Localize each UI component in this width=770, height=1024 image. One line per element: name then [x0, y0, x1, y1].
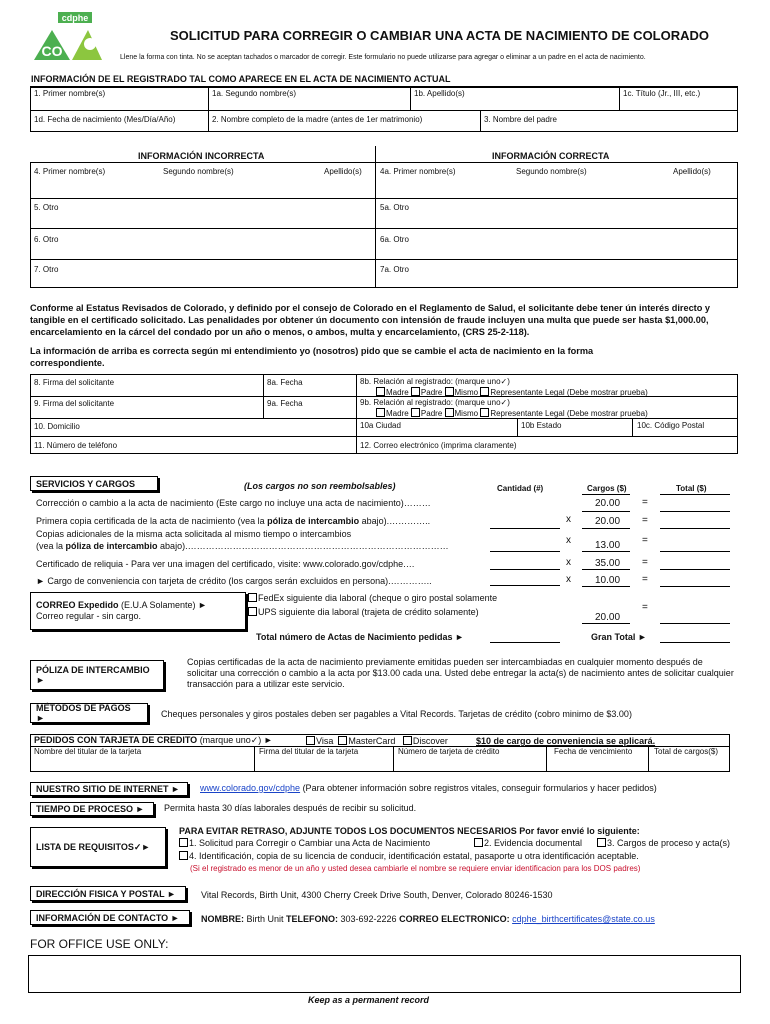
equals-sign: =: [642, 515, 648, 526]
field-6-other[interactable]: 6. Otro: [34, 235, 59, 244]
field-5-other[interactable]: 5. Otro: [34, 203, 59, 212]
ups-option[interactable]: UPS siguiente dia laboral (trajeta de crédito solamente): [248, 607, 479, 618]
equals-sign: =: [642, 602, 648, 613]
total-certificates-input[interactable]: [490, 642, 560, 643]
checkbox[interactable]: [376, 387, 385, 396]
checklist-item-2[interactable]: 2. Evidencia documental: [474, 838, 582, 849]
field-4-middle-name[interactable]: Segundo nombre(s): [163, 167, 234, 176]
correct-info-title: INFORMACIÓN CORRECTA: [492, 151, 610, 161]
fee-row-correction: Corrección o cambio a la acta de nacimiento (Este cargo no incluye una acta de nacimiento)………: [36, 498, 431, 508]
quantity-input-first-copy[interactable]: [490, 528, 560, 529]
field-1d-birth-date[interactable]: 1d. Fecha de nacimiento (Mes/Día/Año): [34, 115, 176, 124]
mastercard-checkbox[interactable]: [338, 736, 347, 745]
incorrect-info-title: INFORMACIÓN INCORRECTA: [138, 151, 265, 161]
grand-total-label: Gran Total ►: [591, 632, 647, 642]
fee-row-additional-amount: 13.00: [595, 540, 621, 551]
field-4a-first-name[interactable]: 4a. Primer nombre(s): [380, 167, 456, 176]
checkbox[interactable]: [376, 408, 385, 417]
checkbox[interactable]: [411, 408, 420, 417]
equals-sign: =: [642, 535, 648, 546]
card-type-options[interactable]: Visa MasterCard Discover: [306, 736, 448, 747]
website-link[interactable]: www.colorado.gov/cdphe: [200, 783, 301, 793]
fee-row-first-copy-amount: 20.00: [595, 516, 621, 527]
fee-row-heirloom-amount: 35.00: [595, 558, 621, 569]
card-fee-note: $10 de cargo de conveniencia se aplicará.: [476, 736, 656, 746]
processing-time-label: TIEMPO DE PROCESO ►: [30, 802, 154, 816]
times-sign: x: [566, 574, 571, 585]
checkbox[interactable]: [411, 387, 420, 396]
col-total: Total ($): [676, 484, 707, 493]
field-8-signature[interactable]: 8. Firma del solicitante: [34, 378, 115, 387]
col-fee: Cargos ($): [587, 484, 627, 493]
fee-row-additional-copies: Copias adicionales de la misma acta solicitada al mismo tiempo o intercambios (vea la póliza de intercambio abajo).……………………………………………………………………………: [36, 529, 449, 551]
fee-row-convenience-amount: 10.00: [595, 575, 621, 586]
checklist-note: (Si el registrado es menor de un año y usted desea cambiarle el nombre se requiere enviar identificacion para los DOS padres): [190, 864, 641, 873]
form-subtitle: Llene la forma con tinta. No se aceptan tachados o marcador de corregir. Este formulario no puede utilizarse para agregar o eliminar a un padre en el acta de nacimiento.: [120, 54, 646, 61]
card-number-field[interactable]: Número de tarjeta de crédito: [398, 747, 500, 756]
field-11-phone[interactable]: 11. Número de teléfono: [34, 441, 118, 450]
field-12-email[interactable]: 12. Correo electrónico (imprima claramente): [360, 441, 517, 450]
col-quantity: Cantidad (#): [497, 484, 544, 493]
field-9a-date[interactable]: 9a. Fecha: [267, 399, 303, 408]
contact-text: NOMBRE: Birth Unit TELEFONO: 303-692-2226 CORREO ELECTRONICO: cdphe_birthcertificates@state.co.us: [201, 914, 655, 924]
exchange-policy-text: Copias certificadas de la acta de nacimiento previamente emitidas pueden ser intercambiadas en cualquier momento después de solicitar una corrección o cambio a la acta por $13.00 cada una. Usted debe entregar la acta(s) de nacimiento antes de solicitar cualquier transacción para a utilizar este servicio.: [187, 657, 734, 689]
cardholder-signature-field[interactable]: Firma del titular de la tarjeta: [259, 747, 359, 756]
field-1a-middle-name[interactable]: 1a. Segundo nombre(s): [212, 89, 297, 98]
field-4a-last-name[interactable]: Apellido(s): [673, 167, 711, 176]
payment-methods-text: Cheques personales y giros postales deben ser pagables a Vital Records. Tarjetas de crédito (cobro minimo de $3.00): [161, 709, 632, 719]
times-sign: x: [566, 514, 571, 525]
fee-row-heirloom: Certificado de reliquia - Para ver una imagen del certificado, visite: www.colorado.gov/cdphe.…: [36, 559, 415, 569]
checkbox[interactable]: [480, 387, 489, 396]
checkbox[interactable]: [248, 593, 257, 602]
attestation-text: La información de arriba es correcta según mi entendimiento yo (nosotros) pido que se cambie el acta de nacimiento en la forma correspondiente.: [30, 346, 594, 368]
field-3-father-name[interactable]: 3. Nombre del padre: [484, 115, 557, 124]
checklist-item-3[interactable]: 3. Cargos de proceso y acta(s): [597, 838, 730, 849]
field-4-first-name[interactable]: 4. Primer nombre(s): [34, 167, 106, 176]
checkbox[interactable]: [179, 851, 188, 860]
checkbox[interactable]: [474, 838, 483, 847]
quantity-input-additional-copies[interactable]: [490, 551, 560, 552]
statute-text: Conforme al Estatus Revisados de Colorado, y definido por el consejo de Colorado en el Reglamento de Salud, el solicitante debe tener ún interés directo y tangible en el certificado solicitado. Las penalidades por obtener ún documento con intensión de fraude incluyen una multa que puede ser hasta $1,000.00, encarcelamiento en la cárcel del condado por un año o menos, o ambos, multa y encarcelamiento, (CRS 25-2-118).: [30, 303, 711, 337]
discover-checkbox[interactable]: [403, 736, 412, 745]
registrant-section-title: INFORMACIÓN DE EL REGISTRADO TAL COMO APARECE EN EL ACTA DE NACIMIENTO ACTUAL: [31, 74, 451, 84]
checkbox[interactable]: [445, 408, 454, 417]
credit-card-title: PEDIDOS CON TARJETA DE CREDITO (marque uno✓) ►: [34, 735, 273, 745]
field-10b-state[interactable]: 10b Estado: [521, 421, 562, 430]
checklist-heading: PARA EVITAR RETRASO, ADJUNTE TODOS LOS DOCUMENTOS NECESARIOS Por favor envié lo siguiente:: [179, 826, 640, 836]
relation-9b-options[interactable]: Madre Padre Mismo Representante Legal (Debe mostrar prueba): [376, 408, 648, 419]
form-title: SOLICITUD PARA CORREGIR O CAMBIAR UNA ACTA DE NACIMIENTO DE COLORADO: [170, 28, 710, 43]
checklist-label: LISTA DE REQUISITOS✓►: [30, 827, 166, 867]
equals-sign: =: [642, 497, 648, 508]
total-charges-field[interactable]: Total de cargos($): [654, 747, 719, 756]
fedex-option[interactable]: FedEx siguiente dia laboral (cheque o giro postal solamente: [248, 593, 497, 604]
email-link[interactable]: cdphe_birthcertificates@state.co.us: [512, 914, 655, 924]
checkbox[interactable]: [179, 838, 188, 847]
field-1b-last-name[interactable]: 1b. Apellido(s): [414, 89, 465, 98]
field-2-mother-name[interactable]: 2. Nombre completo de la madre (antes de 1er matrimonio): [212, 115, 423, 124]
total-certificates-label: Total número de Actas de Nacimiento pedidas ►: [256, 632, 464, 642]
checklist-item-1[interactable]: 1. Solicitud para Corregir o Cambiar una Acta de Nacimiento: [179, 838, 430, 849]
checklist-item-4[interactable]: 4. Identificación, copia de su licencia de conducir, identificación estatal, pasaporte u otra identificación aceptable.: [179, 851, 639, 862]
field-4-last-name[interactable]: Apellido(s): [324, 167, 362, 176]
field-10-address[interactable]: 10. Domicilio: [34, 422, 80, 431]
cdphe-logo: [32, 12, 104, 62]
field-9-signature[interactable]: 9. Firma del solicitante: [34, 399, 115, 408]
field-5a-other[interactable]: 5a. Otro: [380, 203, 409, 212]
quantity-input-heirloom[interactable]: [490, 569, 560, 570]
visa-checkbox[interactable]: [306, 736, 315, 745]
checkbox[interactable]: [597, 838, 606, 847]
address-label: DIRECCIÓN FISICA Y POSTAL ►: [30, 886, 186, 901]
times-sign: x: [566, 535, 571, 546]
office-use-box: [28, 955, 741, 993]
svg-text:CO: CO: [41, 43, 63, 59]
exchange-policy-label: PÓLIZA DE INTERCAMBIO ►: [30, 660, 164, 690]
checkbox[interactable]: [248, 607, 257, 616]
website-text: www.colorado.gov/cdphe (Para obtener información sobre registros vitales, conseguir formularios y hacer pedidos): [200, 783, 657, 793]
website-label: NUESTRO SITIO DE INTERNET ►: [30, 782, 188, 796]
field-7-other[interactable]: 7. Otro: [34, 265, 59, 274]
equals-sign: =: [642, 557, 648, 568]
address-text: Vital Records, Birth Unit, 4300 Cherry Creek Drive South, Denver, Colorado 80246-1530: [201, 890, 553, 900]
shipping-fee: 20.00: [595, 612, 621, 623]
svg-text:cdphe: cdphe: [61, 13, 89, 23]
field-10c-zip[interactable]: 10c. Código Postal: [637, 421, 705, 430]
quantity-input-convenience[interactable]: [490, 585, 560, 586]
field-4a-middle-name[interactable]: Segundo nombre(s): [516, 167, 587, 176]
checkbox[interactable]: [480, 408, 489, 417]
field-7a-other[interactable]: 7a. Otro: [380, 265, 409, 274]
services-label: SERVICIOS Y CARGOS: [30, 476, 158, 491]
equals-sign: =: [642, 574, 648, 585]
processing-time-text: Permita hasta 30 días laborales después de recibir su solicitud.: [164, 803, 417, 813]
grand-total-input[interactable]: [660, 642, 730, 643]
cardholder-name-field[interactable]: Nombre del titular de la tarjeta: [34, 747, 142, 756]
office-use-label: FOR OFFICE USE ONLY:: [30, 937, 169, 951]
field-10a-city[interactable]: 10a Ciudad: [360, 421, 401, 430]
field-9b-relation: 9b. Relación al registrado: (marque uno✓): [360, 398, 510, 407]
relation-8b-options[interactable]: Madre Padre Mismo Representante Legal (Debe mostrar prueba): [376, 387, 648, 398]
fee-row-convenience: ► Cargo de conveniencia con tarjeta de crédito (los cargos serán excluidos en persona).…………..: [36, 576, 432, 586]
checkbox[interactable]: [445, 387, 454, 396]
field-1-first-name[interactable]: 1. Primer nombre(s): [34, 89, 106, 98]
field-8a-date[interactable]: 8a. Fecha: [267, 378, 303, 387]
footer-note: Keep as a permanent record: [308, 995, 430, 1005]
times-sign: x: [566, 557, 571, 568]
expiry-date-field[interactable]: Fecha de vencimiento: [554, 747, 633, 756]
nonrefundable-note: (Los cargos no son reembolsables): [244, 481, 396, 491]
express-mail-box: CORREO Expedido (E.U.A Solamente) ► Correo regular - sin cargo.: [30, 592, 246, 630]
fee-row-correction-amount: 20.00: [595, 498, 621, 509]
contact-label: INFORMACIÓN DE CONTACTO ►: [30, 910, 190, 925]
fee-row-first-copy: Primera copia certificada de la acta de nacimiento (vea la póliza de intercambio abajo).…………..: [36, 516, 431, 526]
field-8b-relation: 8b. Relación al registrado: (marque uno✓): [360, 377, 510, 386]
field-1c-title[interactable]: 1c. Título (Jr., III, etc.): [623, 89, 701, 98]
payment-methods-label: MÉTODOS DE PAGOS ►: [30, 703, 148, 723]
field-6a-other[interactable]: 6a. Otro: [380, 235, 409, 244]
